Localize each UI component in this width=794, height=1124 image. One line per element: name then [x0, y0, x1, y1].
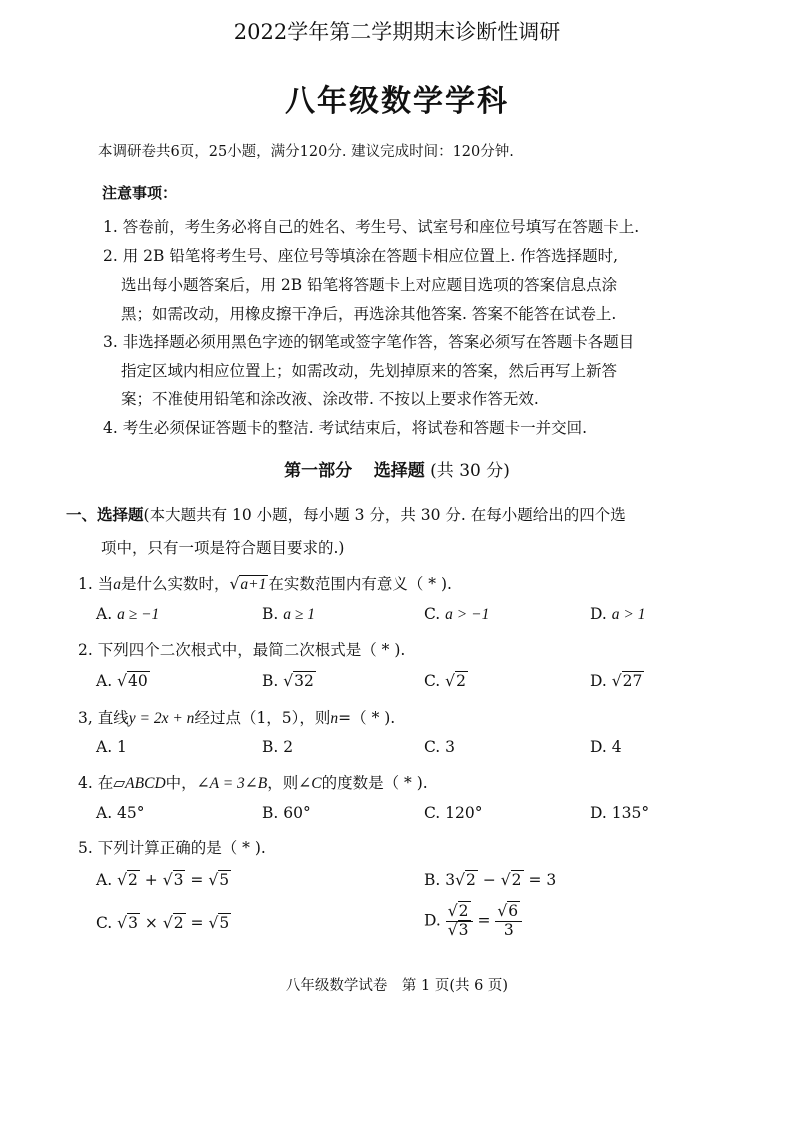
- question-3: 3, 直线y = 2x + n经过点（1，5），则n=（ * ).: [78, 709, 396, 727]
- page-footer: 八年级数学试卷 第 1 页(共 6 页): [285, 978, 509, 994]
- part-heading: [0, 456, 794, 481]
- subject-title: 八年级数学学科: [285, 84, 509, 119]
- part-label: 第一部分: [284, 461, 353, 481]
- option-b: B. 3√2 − √2 = 3: [424, 871, 557, 889]
- option-b: B. 60°: [262, 804, 311, 822]
- option-c: C. 3: [424, 738, 456, 756]
- option-c: C. √2: [424, 672, 466, 690]
- option-c: C. √3 × √2 = √5: [96, 914, 230, 932]
- note-line: 1. 答卷前，考生务必将自己的姓名、考生号、试室号和座位号填写在答题卡上.: [103, 218, 640, 236]
- note-line: 4. 考生必须保证答题卡的整洁. 考试结束后，将试卷和答题卡一并交回.: [103, 419, 587, 437]
- question-5: 5. 下列计算正确的是（ * ).: [78, 839, 266, 857]
- option-a: A. √40: [96, 672, 148, 690]
- notes-heading: 注意事项：: [102, 184, 178, 202]
- option-b: B. a ≥ 1: [262, 605, 316, 623]
- option-a: A. √2 + √3 = √5: [96, 871, 230, 889]
- section-title: 一、选择题: [66, 505, 144, 524]
- section-desc: (本大题共有 10 小题，每小题 3 分，共 30 分. 在每小题给出的四个选: [143, 506, 626, 524]
- section-heading: [66, 503, 626, 525]
- option-b: B. 2: [262, 738, 294, 756]
- part-score: (共 30 分): [430, 461, 510, 481]
- fraction: $\frac{√2}{√3}$: [446, 903, 473, 940]
- note-line: 选出每小题答案后，用 2B 铅笔将答题卡上对应题目选项的答案信息点涂: [121, 276, 618, 294]
- option-d: D. 135°: [590, 804, 650, 822]
- fraction: $\frac{√6}{3}$: [495, 903, 522, 940]
- question-1: 1. 当a是什么实数时，√a+1 在实数范围内有意义（ * ).: [78, 575, 452, 593]
- option-c: C. 120°: [424, 804, 483, 822]
- question-2: 2. 下列四个二次根式中，最简二次根式是（ * ).: [78, 641, 406, 659]
- note-line: 案；不准使用铅笔和涂改液、涂改带. 不按以上要求作答无效.: [121, 390, 539, 408]
- part-name: 选择题: [373, 461, 425, 481]
- option-a: A. 1: [96, 738, 127, 756]
- note-line: 3. 非选择题必须用黑色字迹的钢笔或签字笔作答，答案必须写在答题卡各题目: [103, 333, 635, 351]
- note-line: 指定区域内相应位置上；如需改动，先划掉原来的答案，然后再写上新答: [121, 362, 618, 380]
- section-desc-cont: 项中，只有一项是符合题目要求的.): [101, 539, 345, 557]
- radical-expr: √a+1: [229, 575, 267, 593]
- option-d: D. $\frac{√2}{√3}$ = $\frac{√6}{3}$: [424, 903, 522, 940]
- question-4: 4. 在▱ABCD中，∠A = 3∠B，则∠C的度数是（ * ).: [78, 774, 428, 792]
- option-d: D. √27: [590, 672, 643, 690]
- option-d: D. 4: [590, 738, 622, 756]
- exam-intro: 本调研卷共6页，25小题，满分120分. 建议完成时间：120分钟.: [98, 144, 514, 160]
- option-b: B. √32: [262, 672, 314, 690]
- exam-title: 2022学年第二学期期末诊断性调研: [233, 20, 561, 44]
- option-d: D. a > 1: [590, 605, 646, 623]
- option-a: A. 45°: [96, 804, 145, 822]
- note-line: 黑；如需改动，用橡皮擦干净后，再选涂其他答案. 答案不能答在试卷上.: [121, 305, 617, 323]
- option-a: A. a ≥ −1: [96, 605, 160, 623]
- note-line: 2. 用 2B 铅笔将考生号、座位号等填涂在答题卡相应位置上. 作答选择题时,: [103, 247, 619, 265]
- option-c: C. a > −1: [424, 605, 490, 623]
